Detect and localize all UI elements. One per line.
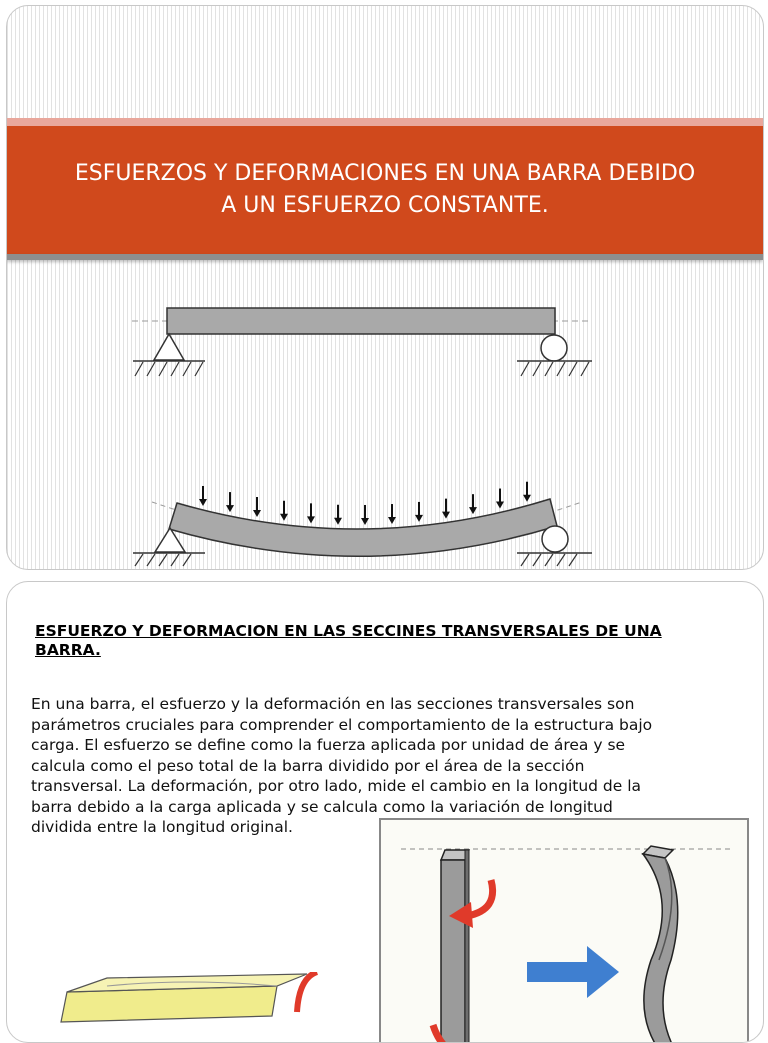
- slide-2-body: En una barra, el esfuerzo y la deformación en las secciones transversales son parámetros cruciales para comprender el comportamiento de la estructura bajo carga. El esfuerzo se define como la fuerza aplicada por unidad de área y se calcula como el peso total de la barra dividido por el área de la sección transversal. La deformación, por otro lado, mide el cambio en la longitud de la barra debido a la carga aplicada y se calcula como la variación de longitud dividida entre la longitud original.: [31, 695, 653, 836]
- load-arrow-icon: [469, 494, 477, 514]
- load-arrow-icon: [307, 503, 315, 523]
- bent-beam: [169, 499, 557, 556]
- slide-1: [6, 5, 764, 570]
- load-arrow-icon: [415, 502, 423, 522]
- transform-arrow-icon: [527, 946, 619, 998]
- slide-2-heading: ESFUERZO Y DEFORMACION EN LAS SECCINES TRANSVERSALES DE UNA BARRA.: [35, 622, 662, 659]
- load-arrow-icon: [280, 501, 288, 521]
- torsion-figure: [381, 820, 747, 1043]
- load-arrow-icon: [199, 486, 207, 506]
- load-arrow-icon: [253, 497, 261, 517]
- load-arrow-icon: [226, 492, 234, 512]
- load-arrow-icon: [388, 504, 396, 524]
- torsion-arrow-icon: [297, 972, 317, 1012]
- torsion-figure-panel: [379, 818, 749, 1043]
- straight-beam-figure: [132, 308, 592, 376]
- load-arrow-icon: [496, 489, 504, 509]
- slide-1-title: ESFUERZOS Y DEFORMACIONES EN UNA BARRA DEBIDO A UN ESFUERZO CONSTANTE.: [74, 161, 696, 218]
- load-arrow-icon: [523, 482, 531, 502]
- straight-beam: [167, 308, 555, 334]
- load-arrow-icon: [442, 499, 450, 519]
- twisted-bar: [643, 846, 681, 1043]
- pin-support-icon: [133, 334, 205, 376]
- load-arrow-icon: [334, 505, 342, 525]
- bent-beam-figure: [133, 482, 592, 566]
- roller-support-icon: [517, 335, 592, 376]
- twisted-block-figure: [47, 972, 347, 1042]
- straight-bar: [441, 850, 469, 1043]
- beam-diagram: [7, 6, 763, 569]
- load-arrow-icon: [361, 505, 369, 525]
- slide-2: [6, 581, 764, 1043]
